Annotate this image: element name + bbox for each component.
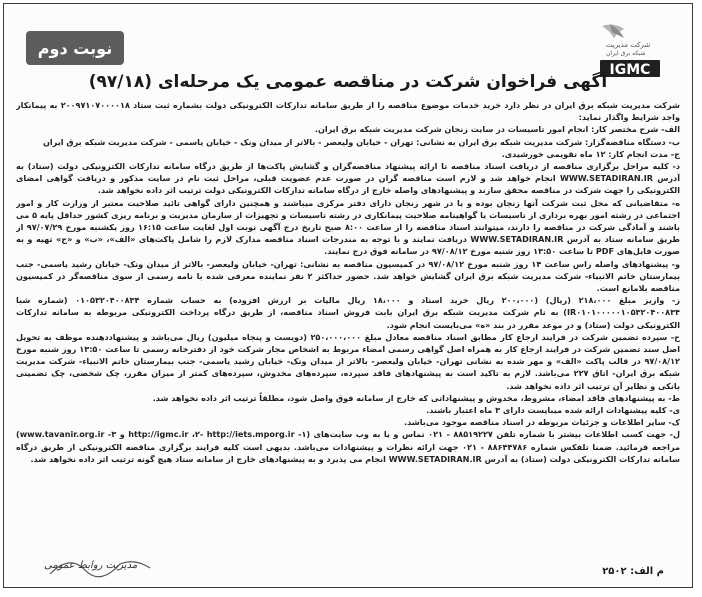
paragraph-ye: ی- کلیه پیشنهادات ارائه شده میبایست دارای ۳ ماه اعتبار باشند. [426,405,680,416]
notice-frame [3,3,693,588]
paragraph-alef: الف- شرح مختصر کار: انجام امور تاسیسات در سایت زنجان شرکت مدیریت شبکه برق ایران. [314,124,680,135]
signature-label: مدیریت روابط عمومی [44,560,138,571]
second-round-badge: نوبت دوم [26,31,124,65]
paragraph-he: ه- متقاضیانی که محل ثبت شرکت آنها زنجان بوده و یا در شهر زنجان دارای دفتر مرکزی میباشند و همچنین دارای گواهی تائید صلاحیت معتبر از وزارت کار و امور اجتماعی در رشته امور بهره برداری از تاسیسات یا گواهینامه صلاحیت پیمانکاری در رشته تاسیسات و تجهیزات از سازمان مدیریت و برنامه ریزی کشور حداقل پایه ۵ می باشند و آمادگی شرکت در مناقصه را دارند، میتوانند اسناد مناقصه را از ساعت ۸:۰۰ صبح تاریخ درج آگهی نوبت اول لغایت ساعت ۱۶:۱۵ روز یکشنبه مورخ ۹۷/۰۷/۲۹ از طریق سامانه ستاد به آدرس WWW.SETADIRAN.IR دریافت نمایند و با توجه به مندرجات اسناد مناقصه مدارک لازم را شامل پاکت‌های «الف»، «ب» و «ج» تهیه و به صورت فایل‌های PDF تا ساعت ۱۳:۵۰ روز شنبه مورخ ۹۷/۰۸/۱۲ در سامانه فوق درج نمایند. [16,197,680,257]
paragraph-he2: ح- سپرده تضمین شرکت در فرایند ارجاع کار مطابق اسناد مناقصه معادل مبلغ ۲۵۰،۰۰۰،۰۰۰ (دویست و پنجاه میلیون) ریال می‌باشد و پیشنهاددهنده موظف به تحویل اصل سند تضمین شرکت در فرایند ارجاع کار به همراه اصل گواهی رسمی امضاء مربوط به اشخاص مجاز شرکت خود از دفترخانه رسمی تا ساعت ۱۳:۵۰ روز شنبه مورخ ۹۷/۰۸/۱۲ در قالب پاکت «الف» و مهر شده به نشانی تهران- خیابان ولیعصر- بالاتر از میدان ونک- خیابان رشید یاسمی- جنب بیمارستان خاتم الانبیاء- شرکت مدیریت شبکه برق ایران- اتاق ۲۲۷ می‌باشد. لازم به تاکید است به پیشنهادهای فاقد سپرده، سپرده‌های مخدوش، سپرده‌های کمتر از میزان مقرر، چک شخصی، چک تضمینی بانکی و نظایر آن ترتیب اثر داده نخواهد شد. [16,331,680,391]
paragraph-ta: ط- به پیشنهادهای فاقد امضاء، مشروط، مخدوش و پیشنهاداتی که خارج از سامانه فوق واصل شود، مطلقاً ترتیب اثر داده نخواهد شد. [152,392,680,403]
paragraph-dal: د- کلیه مراحل برگزاری مناقصه از دریافت اسناد مناقصه تا ارائه پیشنهاد مناقصه‌گران و گشایش پاکت‌ها از طریق درگاه سامانه تدارکات الکترونیکی دولت (ستاد) به آدرس WWW.SETADIRAN.IR انجام خواهد شد و لازم است مناقصه گران در صورت عدم عضویت قبلی، مراحل ثبت نام در سایت مذکور و دریافت گواهی امضای الکترونیکی را جهت شرکت در مناقصه محقق سازند و پیشنهادهای واصله خارج از درگاه سامانه تدارکات الکترونیکی دولت ترتیب اثر داده نخواهد شد. [16,161,680,196]
paragraph-lam: ل- جهت کسب اطلاعات بیشتر با شماره تلفن ۸۸۵۱۹۲۲۷ - ۰۲۱ تماس و یا به وب سایت‌های (۱- http://igmc.ir ،۲- http://iets.mporg.ir و ۳- www.tavanir.org.ir) مراجعه فرمائید. ضمنا تلفکس شماره ۸۸۶۴۴۷۸۶ - ۰۲۱ جهت ارائه نظرات و پیشنهادات می‌باشد. بدیهی است کلیه فرایند برگزاری مناقصه الکترونیکی از طریق درگاه سامانه تدارکات الکترونیکی دولت (ستاد) به آدرس WWW.SETADIRAN.IR انجام می پذیرد و به پیشنهادهای خارج از سامانه ستاد هیچ گونه ترتیب اثر داده نخواهد شد. [16,429,680,464]
igmc-logo-text: IGMC [609,62,651,78]
ad-code: م الف: ۲۵۰۲ [602,566,664,577]
svg-text:شبکه برق ایران: شبکه برق ایران [606,50,646,57]
svg-text:شرکت مدیریت: شرکت مدیریت [606,41,651,49]
notice-body [16,99,680,537]
paragraph-vav: و- پیشنهادهای واصله راس ساعت ۱۴ روز شنبه مورخ ۹۷/۰۸/۱۲ در کمیسیون مناقصه به نشانی: تهران- خیابان ولیعصر- بالاتر از میدان ونک- خیابان رشید یاسمی- جنب بیمارستان خاتم الانبیاء- شرکت مدیریت شبکه برق ایران گشایش خواهد شد. حضور حداکثر ۲ نفر نماینده معرفی شده با نامه رسمی از سوی مناقصه‌گر در کمیسیون مناقصه بلامانع است. [16,258,680,294]
notice-title: آگهی فراخوان شرکت در مناقصه عمومی یک مرحله‌ای (۹۷/۱۸) [88,72,608,92]
paragraph-kaf: ک- سایر اطلاعات و جزئیات مربوطه در اسناد مناقصه موجود می‌باشد. [404,417,680,428]
paragraph-jim: ج- مدت انجام کار: ۱۲ ماه تقویمی خورشیدی. [501,148,680,159]
paragraph-ze: ز- واریز مبلغ ۲۱۸،۰۰۰ (ریال) (۲۰۰،۰۰۰ ریال خرید اسناد و ۱۸،۰۰۰ ریال مالیات بر ارزش افزوده) به حساب شماره ۰۱۰۵۳۲۰۴۰۰۸۳۴ (شماره شبا IR۰۱۰۱۰۰۰۰۰۱۰۵۳۲۰۴۰۰۸۳۴) به نام شرکت مدیریت شبکه برق ایران بابت فروش اسناد مناقصه، از طریق درگاه پرداخت الکترونیکی مربوطه به سامانه تدارکات الکترونیکی دولت (ستاد) و در موعد مقرر در بند «ه» می‌بایست انجام شود. [16,295,680,330]
paragraph-be: ب- دستگاه مناقصه‌گزار: شرکت مدیریت شبکه برق ایران به نشانی: تهران - خیابان ولیعصر - بالاتر از میدان ونک - خیابان یاسمی - شرکت مدیریت شبکه برق ایران [42,136,680,147]
paragraph-intro: شرکت مدیریت شبکه برق ایران در نظر دارد خرید خدمات موضوع مناقصه را از طریق سامانه تدارکات الکترونیکی دولت بشماره ثبت ستاد ۲۰۰۹۷۱۰۷۰۰۰۰۱۸ به پیمانکار واجد شرایط واگذار نماید: [16,100,680,123]
